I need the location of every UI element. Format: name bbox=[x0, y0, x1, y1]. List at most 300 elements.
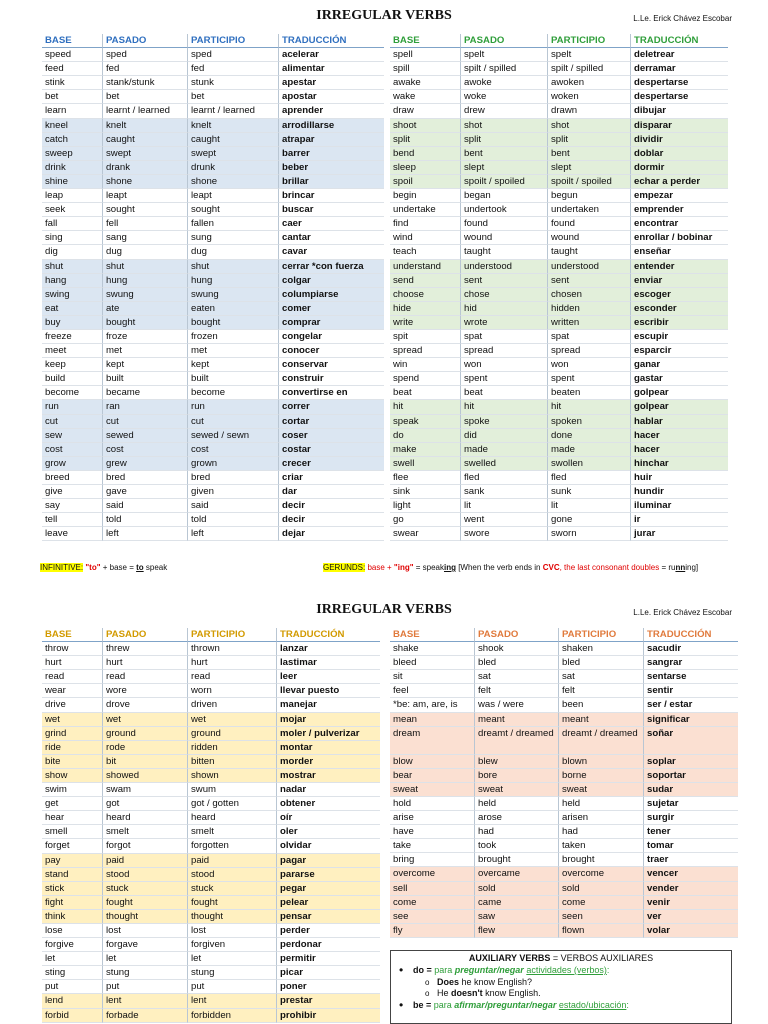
participio-cell: got / gotten bbox=[188, 797, 277, 811]
participio-cell: flown bbox=[559, 924, 644, 938]
pasado-cell: showed bbox=[103, 769, 188, 783]
participio-cell: ground bbox=[188, 727, 277, 741]
table-row bbox=[42, 994, 380, 1008]
base-cell: bite bbox=[42, 755, 103, 769]
table-row bbox=[42, 825, 380, 839]
table-row bbox=[42, 288, 384, 302]
base-cell: swear bbox=[390, 527, 461, 541]
table-row bbox=[42, 499, 384, 513]
pasado-cell: awoke bbox=[461, 76, 548, 90]
traduccion-cell: golpear bbox=[631, 386, 728, 400]
table-row bbox=[390, 684, 738, 698]
participio-cell: drawn bbox=[548, 104, 631, 118]
pasado-cell: lent bbox=[103, 994, 188, 1008]
participio-cell: spoken bbox=[548, 415, 631, 429]
base-cell: wind bbox=[390, 231, 461, 245]
base-cell: speed bbox=[42, 48, 103, 62]
table-row bbox=[390, 90, 728, 104]
table-row bbox=[390, 527, 728, 541]
table-row bbox=[42, 839, 380, 853]
pasado-cell: sold bbox=[475, 882, 559, 896]
pasado-cell: spent bbox=[461, 372, 548, 386]
pasado-cell: shone bbox=[103, 175, 188, 189]
participio-cell: swum bbox=[188, 783, 277, 797]
participio-cell: sworn bbox=[548, 527, 631, 541]
participio-cell: ridden bbox=[188, 741, 277, 755]
pasado-cell: swelled bbox=[461, 457, 548, 471]
pasado-cell: got bbox=[103, 797, 188, 811]
participio-cell: grown bbox=[188, 457, 279, 471]
traduccion-cell: traer bbox=[644, 853, 738, 867]
participio-cell: hidden bbox=[548, 302, 631, 316]
base-cell: do bbox=[390, 429, 461, 443]
base-cell: bend bbox=[390, 147, 461, 161]
table-row bbox=[42, 882, 380, 896]
base-cell: pay bbox=[42, 854, 103, 868]
table-row bbox=[390, 415, 728, 429]
traduccion-cell: surgir bbox=[644, 811, 738, 825]
table-header-row bbox=[390, 34, 728, 48]
table-row bbox=[42, 217, 384, 231]
pasado-cell: grew bbox=[103, 457, 188, 471]
column-header: PASADO bbox=[461, 34, 548, 48]
participio-cell: sought bbox=[188, 203, 279, 217]
traduccion-cell: llevar puesto bbox=[277, 684, 380, 698]
base-cell: smell bbox=[42, 825, 103, 839]
participio-cell: built bbox=[188, 372, 279, 386]
participio-cell: swung bbox=[188, 288, 279, 302]
table-row bbox=[42, 868, 380, 882]
traduccion-cell: volar bbox=[644, 924, 738, 938]
pasado-cell: was / were bbox=[475, 698, 559, 712]
participio-cell: hung bbox=[188, 274, 279, 288]
table-row bbox=[390, 175, 728, 189]
base-cell: win bbox=[390, 358, 461, 372]
base-cell: stick bbox=[42, 882, 103, 896]
aux-do-item: • do = para preguntar/negar actividades (verbos): bbox=[397, 965, 725, 977]
participio-cell: read bbox=[188, 670, 277, 684]
traduccion-cell: nadar bbox=[277, 783, 380, 797]
pasado-cell: shot bbox=[461, 119, 548, 133]
traduccion-cell: vencer bbox=[644, 867, 738, 881]
traduccion-cell: dividir bbox=[631, 133, 728, 147]
pasado-cell: came bbox=[475, 896, 559, 910]
participio-cell: shown bbox=[188, 769, 277, 783]
table-row bbox=[42, 104, 384, 118]
table-row bbox=[42, 415, 384, 429]
table-row bbox=[42, 429, 384, 443]
base-cell: leap bbox=[42, 189, 103, 203]
traduccion-cell: cortar bbox=[279, 415, 384, 429]
traduccion-cell: huir bbox=[631, 471, 728, 485]
table-row bbox=[42, 485, 384, 499]
participio-cell: bet bbox=[188, 90, 279, 104]
participio-cell: said bbox=[188, 499, 279, 513]
column-header: PASADO bbox=[103, 34, 188, 48]
traduccion-cell: costar bbox=[279, 443, 384, 457]
participio-cell: bled bbox=[559, 656, 644, 670]
base-cell: have bbox=[390, 825, 475, 839]
pasado-cell: ate bbox=[103, 302, 188, 316]
table-header-row bbox=[390, 628, 738, 642]
base-cell: blow bbox=[390, 755, 475, 769]
page1-title: IRREGULAR VERBS bbox=[316, 8, 452, 23]
base-cell: become bbox=[42, 386, 103, 400]
base-cell: feel bbox=[390, 684, 475, 698]
participio-cell: wound bbox=[548, 231, 631, 245]
participio-cell: understood bbox=[548, 260, 631, 274]
participio-cell: shot bbox=[548, 119, 631, 133]
traduccion-cell: manejar bbox=[277, 698, 380, 712]
traduccion-cell: barrer bbox=[279, 147, 384, 161]
participio-cell: sunk bbox=[548, 485, 631, 499]
participio-cell: lit bbox=[548, 499, 631, 513]
base-cell: sleep bbox=[390, 161, 461, 175]
base-cell: overcome bbox=[390, 867, 475, 881]
base-cell: shut bbox=[42, 260, 103, 274]
pasado-cell: stood bbox=[103, 868, 188, 882]
base-cell: build bbox=[42, 372, 103, 386]
participio-cell: sweat bbox=[559, 783, 644, 797]
table-row bbox=[42, 471, 384, 485]
table-row bbox=[42, 302, 384, 316]
pasado-cell: gave bbox=[103, 485, 188, 499]
infinitive-to: "to" bbox=[85, 563, 101, 572]
pasado-cell: cost bbox=[103, 443, 188, 457]
pasado-cell: began bbox=[461, 189, 548, 203]
traduccion-cell: escribir bbox=[631, 316, 728, 330]
base-cell: stand bbox=[42, 868, 103, 882]
pasado-cell: bled bbox=[475, 656, 559, 670]
infinitive-example-to: to bbox=[136, 563, 144, 572]
base-cell: sweat bbox=[390, 783, 475, 797]
base-cell: lend bbox=[42, 994, 103, 1008]
table-row bbox=[42, 386, 384, 400]
traduccion-cell: esparcir bbox=[631, 344, 728, 358]
traduccion-cell: deletrear bbox=[631, 48, 728, 62]
traduccion-cell: colgar bbox=[279, 274, 384, 288]
table-row bbox=[390, 48, 728, 62]
pasado-cell: bought bbox=[103, 316, 188, 330]
traduccion-cell: mostrar bbox=[277, 769, 380, 783]
table-row bbox=[390, 302, 728, 316]
pasado-cell: meant bbox=[475, 713, 559, 727]
base-cell: speak bbox=[390, 415, 461, 429]
traduccion-cell: enrollar / bobinar bbox=[631, 231, 728, 245]
participio-cell: caught bbox=[188, 133, 279, 147]
pasado-cell: blew bbox=[475, 755, 559, 769]
traduccion-cell: escoger bbox=[631, 288, 728, 302]
participio-cell: spread bbox=[548, 344, 631, 358]
traduccion-cell: picar bbox=[277, 966, 380, 980]
column-header: BASE bbox=[42, 34, 103, 48]
traduccion-cell: hundir bbox=[631, 485, 728, 499]
table-row bbox=[42, 797, 380, 811]
traduccion-cell: prohibir bbox=[277, 1009, 380, 1023]
table-row bbox=[390, 867, 738, 881]
table-row bbox=[390, 245, 728, 259]
traduccion-cell: acelerar bbox=[279, 48, 384, 62]
page1-left-verb-table bbox=[42, 34, 384, 541]
table-row bbox=[390, 457, 728, 471]
pasado-cell: split bbox=[461, 133, 548, 147]
traduccion-cell: apestar bbox=[279, 76, 384, 90]
participio-cell: had bbox=[559, 825, 644, 839]
pasado-cell: bred bbox=[103, 471, 188, 485]
traduccion-cell: dibujar bbox=[631, 104, 728, 118]
pasado-cell: paid bbox=[103, 854, 188, 868]
base-cell: drive bbox=[42, 698, 103, 712]
base-cell: cut bbox=[42, 415, 103, 429]
table-row bbox=[42, 231, 384, 245]
pasado-cell: ran bbox=[103, 400, 188, 414]
participio-cell: slept bbox=[548, 161, 631, 175]
pasado-cell: felt bbox=[475, 684, 559, 698]
participio-cell: spat bbox=[548, 330, 631, 344]
base-cell: let bbox=[42, 952, 103, 966]
traduccion-cell: emprender bbox=[631, 203, 728, 217]
table-row bbox=[42, 90, 384, 104]
traduccion-cell: sujetar bbox=[644, 797, 738, 811]
traduccion-cell: despertarse bbox=[631, 76, 728, 90]
base-cell: sell bbox=[390, 882, 475, 896]
traduccion-cell: vender bbox=[644, 882, 738, 896]
traduccion-cell: oír bbox=[277, 811, 380, 825]
participio-cell: sold bbox=[559, 882, 644, 896]
table-row bbox=[390, 670, 738, 684]
traduccion-cell: cerrar *con fuerza bbox=[279, 260, 384, 274]
base-cell: draw bbox=[390, 104, 461, 118]
pasado-cell: hung bbox=[103, 274, 188, 288]
pasado-cell: sped bbox=[103, 48, 188, 62]
base-cell: sit bbox=[390, 670, 475, 684]
traduccion-cell: correr bbox=[279, 400, 384, 414]
pasado-cell: spoilt / spoiled bbox=[461, 175, 548, 189]
table-row bbox=[42, 713, 380, 727]
traduccion-cell: significar bbox=[644, 713, 738, 727]
table-row bbox=[390, 783, 738, 797]
table-row bbox=[390, 386, 728, 400]
pasado-cell: kept bbox=[103, 358, 188, 372]
gerunds-eq: = speak bbox=[413, 563, 444, 572]
participio-cell: found bbox=[548, 217, 631, 231]
traduccion-cell: brincar bbox=[279, 189, 384, 203]
aux-do-example-2: o He doesn't know English. bbox=[397, 988, 725, 1000]
pasado-cell: dreamt / dreamed bbox=[475, 727, 559, 755]
pasado-cell: chose bbox=[461, 288, 548, 302]
base-cell: flee bbox=[390, 471, 461, 485]
participio-cell: brought bbox=[559, 853, 644, 867]
table-row bbox=[390, 443, 728, 457]
pasado-cell: bore bbox=[475, 769, 559, 783]
table-row bbox=[390, 797, 738, 811]
base-cell: forget bbox=[42, 839, 103, 853]
pasado-cell: spoke bbox=[461, 415, 548, 429]
table-row bbox=[390, 316, 728, 330]
participio-cell: taught bbox=[548, 245, 631, 259]
traduccion-cell: conservar bbox=[279, 358, 384, 372]
pasado-cell: wore bbox=[103, 684, 188, 698]
base-cell: forgive bbox=[42, 938, 103, 952]
participio-cell: felt bbox=[559, 684, 644, 698]
participio-cell: sent bbox=[548, 274, 631, 288]
participio-cell: spent bbox=[548, 372, 631, 386]
pasado-cell: went bbox=[461, 513, 548, 527]
participio-cell: lost bbox=[188, 924, 277, 938]
table-row bbox=[390, 471, 728, 485]
table-row bbox=[42, 358, 384, 372]
pasado-cell: knelt bbox=[103, 119, 188, 133]
pasado-cell: stank/stunk bbox=[103, 76, 188, 90]
page1-author: L.Le. Erick Chávez Escobar bbox=[633, 14, 732, 23]
table-row bbox=[42, 698, 380, 712]
gerunds-rule: base + bbox=[365, 563, 394, 572]
traduccion-cell: comer bbox=[279, 302, 384, 316]
base-cell: bear bbox=[390, 769, 475, 783]
participio-cell: won bbox=[548, 358, 631, 372]
traduccion-cell: escupir bbox=[631, 330, 728, 344]
participio-cell: put bbox=[188, 980, 277, 994]
traduccion-cell: buscar bbox=[279, 203, 384, 217]
participio-cell: cost bbox=[188, 443, 279, 457]
table-row bbox=[390, 882, 738, 896]
table-row bbox=[42, 656, 380, 670]
participio-cell: dreamt / dreamed bbox=[559, 727, 644, 755]
base-cell: fight bbox=[42, 896, 103, 910]
traduccion-cell: despertarse bbox=[631, 90, 728, 104]
participio-cell: thought bbox=[188, 910, 277, 924]
participio-cell: come bbox=[559, 896, 644, 910]
page2-left-verb-table bbox=[42, 628, 380, 1023]
table-row bbox=[390, 260, 728, 274]
column-header: PARTICIPIO bbox=[548, 34, 631, 48]
traduccion-cell: disparar bbox=[631, 119, 728, 133]
table-row bbox=[390, 344, 728, 358]
base-cell: swell bbox=[390, 457, 461, 471]
table-row bbox=[42, 811, 380, 825]
pasado-cell: understood bbox=[461, 260, 548, 274]
participio-cell: kept bbox=[188, 358, 279, 372]
traduccion-cell: perdonar bbox=[277, 938, 380, 952]
table-row bbox=[42, 513, 384, 527]
traduccion-cell: ganar bbox=[631, 358, 728, 372]
base-cell: see bbox=[390, 910, 475, 924]
participio-cell: told bbox=[188, 513, 279, 527]
pasado-cell: bit bbox=[103, 755, 188, 769]
base-cell: get bbox=[42, 797, 103, 811]
base-cell: show bbox=[42, 769, 103, 783]
table-row bbox=[42, 741, 380, 755]
base-cell: choose bbox=[390, 288, 461, 302]
traduccion-cell: golpear bbox=[631, 400, 728, 414]
base-cell: give bbox=[42, 485, 103, 499]
traduccion-cell: pelear bbox=[277, 896, 380, 910]
table-row bbox=[42, 670, 380, 684]
traduccion-cell: jurar bbox=[631, 527, 728, 541]
pasado-cell: sent bbox=[461, 274, 548, 288]
table-row bbox=[390, 727, 738, 755]
participio-cell: heard bbox=[188, 811, 277, 825]
table-row bbox=[390, 656, 738, 670]
column-header: TRADUCCIÓN bbox=[279, 34, 384, 48]
traduccion-cell: iluminar bbox=[631, 499, 728, 513]
traduccion-cell: apostar bbox=[279, 90, 384, 104]
traduccion-cell: oler bbox=[277, 825, 380, 839]
pasado-cell: smelt bbox=[103, 825, 188, 839]
gerunds-close: ing] bbox=[685, 563, 699, 572]
participio-cell: chosen bbox=[548, 288, 631, 302]
table-row bbox=[390, 896, 738, 910]
gerunds-note bbox=[323, 563, 698, 572]
participio-cell: lent bbox=[188, 994, 277, 1008]
table-row bbox=[42, 400, 384, 414]
table-row bbox=[42, 316, 384, 330]
traduccion-cell: esconder bbox=[631, 302, 728, 316]
pasado-cell: spread bbox=[461, 344, 548, 358]
traduccion-cell: congelar bbox=[279, 330, 384, 344]
base-cell: sew bbox=[42, 429, 103, 443]
traduccion-cell: venir bbox=[644, 896, 738, 910]
column-header: PARTICIPIO bbox=[188, 628, 277, 642]
pasado-cell: bent bbox=[461, 147, 548, 161]
base-cell: bleed bbox=[390, 656, 475, 670]
participio-cell: swept bbox=[188, 147, 279, 161]
pasado-cell: met bbox=[103, 344, 188, 358]
participio-cell: woken bbox=[548, 90, 631, 104]
base-cell: spit bbox=[390, 330, 461, 344]
infinitive-plus-base: + base = bbox=[100, 563, 137, 572]
base-cell: read bbox=[42, 670, 103, 684]
participio-cell: fled bbox=[548, 471, 631, 485]
participio-cell: forbidden bbox=[188, 1009, 277, 1023]
base-cell: arise bbox=[390, 811, 475, 825]
traduccion-cell: soplar bbox=[644, 755, 738, 769]
base-cell: spill bbox=[390, 62, 461, 76]
participio-cell: let bbox=[188, 952, 277, 966]
pasado-cell: hid bbox=[461, 302, 548, 316]
participio-cell: spilt / spilled bbox=[548, 62, 631, 76]
base-cell: find bbox=[390, 217, 461, 231]
traduccion-cell: aprender bbox=[279, 104, 384, 118]
table-row bbox=[42, 330, 384, 344]
traduccion-cell: poner bbox=[277, 980, 380, 994]
traduccion-cell: atrapar bbox=[279, 133, 384, 147]
pasado-cell: threw bbox=[103, 642, 188, 656]
participio-cell: hurt bbox=[188, 656, 277, 670]
table-row bbox=[390, 288, 728, 302]
participio-cell: smelt bbox=[188, 825, 277, 839]
table-row bbox=[42, 938, 380, 952]
base-cell: shoot bbox=[390, 119, 461, 133]
base-cell: shine bbox=[42, 175, 103, 189]
traduccion-cell: ser / estar bbox=[644, 698, 738, 712]
pasado-cell: undertook bbox=[461, 203, 548, 217]
traduccion-cell: enseñar bbox=[631, 245, 728, 259]
base-cell: bet bbox=[42, 90, 103, 104]
table-row bbox=[390, 429, 728, 443]
base-cell: dream bbox=[390, 727, 475, 755]
pasado-cell: wet bbox=[103, 713, 188, 727]
traduccion-cell: obtener bbox=[277, 797, 380, 811]
participio-cell: bitten bbox=[188, 755, 277, 769]
base-cell: wear bbox=[42, 684, 103, 698]
participio-cell: sped bbox=[188, 48, 279, 62]
table-row bbox=[390, 499, 728, 513]
participio-cell: split bbox=[548, 133, 631, 147]
traduccion-cell: hablar bbox=[631, 415, 728, 429]
base-cell: sink bbox=[390, 485, 461, 499]
infinitive-label: INFINITIVE: bbox=[40, 563, 84, 572]
